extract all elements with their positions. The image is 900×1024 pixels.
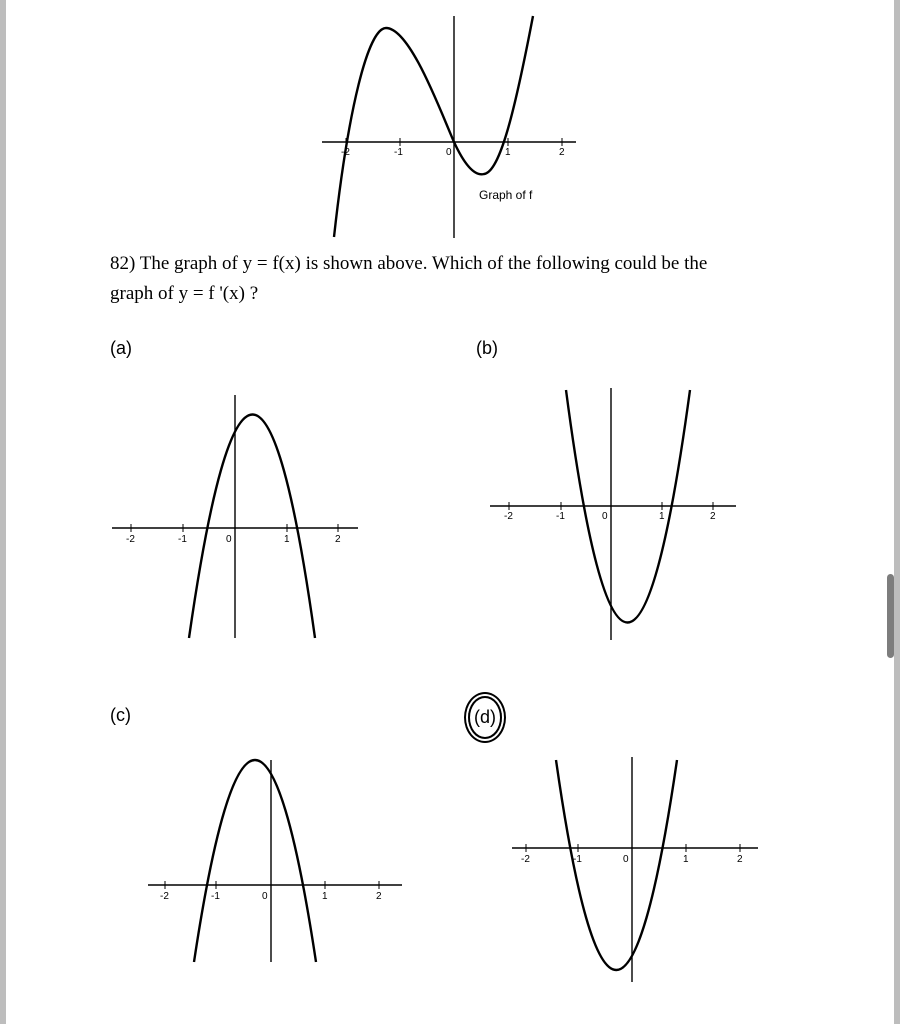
option-c-tick-label: 2: [376, 891, 382, 902]
option-a-tick-label: -2: [126, 534, 135, 545]
main-tick-label: 1: [505, 147, 511, 158]
option-a-tick-label: 1: [284, 534, 290, 545]
question-number: 82): [110, 253, 136, 274]
option-c-tick-label: -1: [211, 891, 220, 902]
option-d-tick-label: 2: [737, 854, 743, 865]
option-b-tick-label: 2: [710, 511, 716, 522]
main-tick-label: 0: [446, 147, 452, 158]
option-a-tick-label: -1: [178, 534, 187, 545]
option-b-tick-label: 0: [602, 511, 608, 522]
option-b-tick-label: -2: [504, 511, 513, 522]
option-d-tick-label: 0: [623, 854, 629, 865]
main-graph-caption: Graph of f: [479, 188, 533, 202]
option-a-tick-label: 2: [335, 534, 341, 545]
option-d-tick-label: 1: [683, 854, 689, 865]
option-d-tick-label: -1: [573, 854, 582, 865]
option-b-tick-label: 1: [659, 511, 665, 522]
option-d-label-circled[interactable]: (d): [468, 696, 502, 739]
option-a-label[interactable]: (a): [110, 338, 132, 358]
option-c-tick-label: 0: [262, 891, 268, 902]
option-d-curve: [556, 760, 677, 970]
option-a-tick-label: 0: [226, 534, 232, 545]
option-b-tick-label: -1: [556, 511, 565, 522]
main-tick-label: -2: [341, 147, 350, 158]
option-b-label[interactable]: (b): [476, 338, 498, 358]
question-line-1: The graph of y = f(x) is shown above. Which of the following could be the: [139, 253, 708, 274]
option-c-label[interactable]: (c): [110, 705, 131, 725]
main-tick-label: -1: [394, 147, 403, 158]
option-c-tick-label: 1: [322, 891, 328, 902]
option-c-tick-label: -2: [160, 891, 169, 902]
question-line-2: graph of y = f '(x) ?: [110, 283, 259, 304]
option-d-tick-label: -2: [521, 854, 530, 865]
main-tick-label: 2: [559, 147, 565, 158]
